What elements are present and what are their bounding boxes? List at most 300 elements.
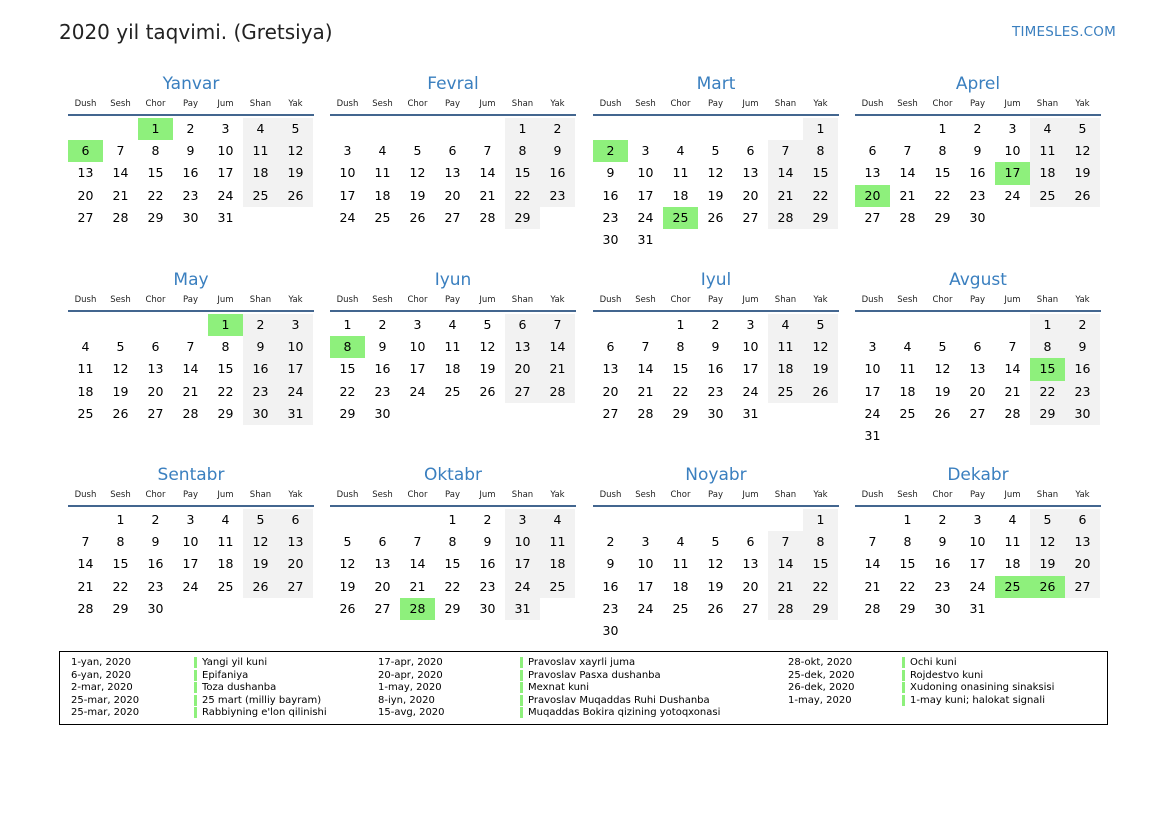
weekday-label: Dush (861, 99, 884, 109)
day-cell: 14 (182, 361, 199, 377)
day-cell: 11 (1004, 534, 1021, 550)
weekday-header (593, 488, 839, 507)
day-cell: 28 (77, 600, 94, 616)
legend-holiday-name: Pravoslav xayrli juma (520, 657, 635, 668)
month-name: Noyabr (685, 465, 747, 485)
day-cell: 15 (803, 553, 838, 575)
weekday-label: Chor (145, 490, 166, 500)
day-cell: 13 (278, 531, 313, 553)
day-cell: 21 (112, 187, 129, 203)
month-name: Aprel (955, 74, 1001, 94)
day-grid (68, 314, 314, 425)
day-cell: 29 (147, 209, 164, 225)
day-cell: 31 (969, 600, 986, 616)
day-cell: 29 (899, 600, 916, 616)
day-cell: 30 (707, 405, 724, 421)
day-cell: 30 (969, 209, 986, 225)
empty-cell (470, 118, 505, 140)
day-cell: 25 (1030, 185, 1065, 207)
day-cell: 16 (374, 361, 391, 377)
day-cell: 18 (1030, 162, 1065, 184)
day-cell: 12 (934, 361, 951, 377)
weekday-header (855, 293, 1101, 312)
weekday-label: Sesh (897, 295, 918, 305)
month-name: Iyun (434, 270, 472, 290)
empty-cell (663, 118, 698, 140)
day-cell: 7 (81, 534, 90, 550)
day-cell: 19 (1065, 162, 1100, 184)
day-cell: 17 (278, 358, 313, 380)
day-cell: 15 (803, 162, 838, 184)
weekday-label: Yak (813, 99, 828, 109)
weekday-label: Sesh (897, 490, 918, 500)
day-cell: 8 (221, 339, 230, 355)
day-cell: 16 (602, 578, 619, 594)
weekday-label: Jum (742, 490, 759, 500)
empty-cell (68, 314, 103, 336)
day-cell: 16 (243, 358, 278, 380)
day-cell: 9 (243, 336, 278, 358)
day-cell: 10 (409, 339, 426, 355)
day-cell: 25 (444, 383, 461, 399)
day-cell: 13 (147, 361, 164, 377)
day-cell: 19 (339, 578, 356, 594)
day-cell: 9 (973, 143, 982, 159)
day-cell: 3 (746, 317, 755, 332)
day-cell: 18 (540, 553, 575, 575)
weekday-label: Dush (74, 490, 97, 500)
weekday-label: Yak (1075, 295, 1090, 305)
legend-holiday-name: Rabbiyning e'lon qilinishi (194, 707, 327, 718)
day-cell: 18 (243, 162, 278, 184)
day-cell: 1 (1030, 314, 1065, 336)
holiday-legend (59, 651, 1108, 725)
holiday-day-cell: 2 (593, 140, 628, 162)
day-cell: 30 (479, 600, 496, 616)
day-cell: 3 (641, 143, 650, 159)
legend-holiday-name: Yangi yil kuni (194, 657, 267, 668)
day-cell: 17 (217, 165, 234, 181)
holiday-day-cell: 28 (400, 598, 435, 620)
day-cell: 23 (479, 578, 496, 594)
day-cell: 21 (409, 578, 426, 594)
day-cell: 11 (1030, 140, 1065, 162)
legend-date: 25-dek, 2020 (788, 669, 855, 681)
day-cell: 9 (151, 534, 160, 550)
day-cell: 23 (1065, 381, 1100, 403)
weekday-label: Yak (288, 295, 303, 305)
day-cell: 12 (803, 336, 838, 358)
weekday-label: Pay (445, 295, 460, 305)
month-iyun (330, 268, 576, 425)
day-cell: 19 (243, 553, 278, 575)
weekday-header (68, 293, 314, 312)
day-cell: 17 (637, 187, 654, 203)
day-cell: 14 (637, 361, 654, 377)
empty-cell (855, 118, 890, 140)
weekday-label: Shan (511, 490, 534, 500)
day-cell: 20 (77, 187, 94, 203)
empty-cell (698, 118, 733, 140)
weekday-header (593, 293, 839, 312)
empty-cell (435, 118, 470, 140)
day-cell: 13 (374, 556, 391, 572)
day-cell: 11 (672, 556, 689, 572)
weekday-label: Yak (1075, 99, 1090, 109)
legend-holiday-name: Pravoslav Muqaddas Ruhi Dushanba (520, 695, 710, 706)
day-cell: 17 (969, 556, 986, 572)
day-cell: 3 (186, 512, 195, 527)
day-cell: 24 (864, 405, 881, 421)
day-cell: 9 (606, 165, 615, 181)
day-cell: 5 (483, 317, 492, 332)
month-name: Yanvar (162, 74, 220, 94)
empty-cell (365, 509, 400, 531)
day-cell: 20 (374, 578, 391, 594)
day-cell: 18 (1004, 556, 1021, 572)
weekday-header (855, 488, 1101, 507)
empty-cell (138, 314, 173, 336)
day-cell: 15 (672, 361, 689, 377)
empty-cell (593, 509, 628, 531)
day-cell: 4 (676, 534, 685, 550)
month-name: Fevral (427, 74, 479, 94)
day-cell: 3 (278, 314, 313, 336)
day-cell: 22 (112, 578, 129, 594)
day-cell: 30 (182, 209, 199, 225)
empty-cell (593, 118, 628, 140)
day-cell: 3 (1008, 121, 1017, 136)
day-cell: 23 (602, 209, 619, 225)
weekday-label: Dush (74, 99, 97, 109)
legend-holiday-name: 25 mart (milliy bayram) (194, 695, 321, 706)
day-cell: 12 (1030, 531, 1065, 553)
day-cell: 14 (409, 556, 426, 572)
day-cell: 12 (707, 556, 724, 572)
weekday-label: Shan (1036, 490, 1059, 500)
weekday-label: Jum (742, 99, 759, 109)
weekday-header (68, 488, 314, 507)
day-grid (593, 314, 839, 425)
weekday-label: Shan (774, 99, 797, 109)
holiday-day-cell: 6 (68, 140, 103, 162)
day-cell: 29 (803, 598, 838, 620)
weekday-header (68, 97, 314, 116)
day-cell: 4 (676, 143, 685, 159)
day-cell: 8 (1030, 336, 1065, 358)
legend-date: 25-mar, 2020 (71, 694, 140, 706)
day-cell: 6 (746, 143, 755, 159)
holiday-day-cell: 25 (663, 207, 698, 229)
day-cell: 8 (803, 531, 838, 553)
weekday-label: Chor (407, 490, 428, 500)
day-cell: 31 (864, 427, 881, 443)
day-cell: 27 (864, 209, 881, 225)
day-cell: 10 (637, 556, 654, 572)
day-cell: 20 (742, 578, 759, 594)
day-cell: 20 (278, 553, 313, 575)
day-cell: 25 (77, 405, 94, 421)
day-cell: 26 (934, 405, 951, 421)
day-cell: 27 (444, 209, 461, 225)
brand-link[interactable]: TIMESLES.COM (1012, 24, 1116, 40)
day-cell: 15 (217, 361, 234, 377)
month-noyabr (593, 463, 839, 642)
day-grid (855, 118, 1101, 229)
day-cell: 28 (864, 600, 881, 616)
day-cell: 14 (112, 165, 129, 181)
day-grid (855, 314, 1101, 447)
day-cell: 1 (343, 317, 352, 332)
day-cell: 5 (243, 509, 278, 531)
holiday-day-cell: 20 (855, 185, 890, 207)
legend-holiday-name: Pravoslav Pasxa dushanba (520, 670, 661, 681)
weekday-label: Chor (407, 295, 428, 305)
day-cell: 11 (444, 339, 461, 355)
day-cell: 18 (672, 187, 689, 203)
day-cell: 12 (1065, 140, 1100, 162)
empty-cell (330, 118, 365, 140)
day-cell: 2 (711, 317, 720, 332)
day-cell: 14 (77, 556, 94, 572)
legend-date: 15-avg, 2020 (378, 707, 445, 719)
weekday-header (330, 97, 576, 116)
weekday-label: Chor (932, 99, 953, 109)
day-cell: 22 (803, 576, 838, 598)
weekday-label: Dush (336, 295, 359, 305)
month-oktabr (330, 463, 576, 620)
day-cell: 29 (444, 600, 461, 616)
weekday-label: Yak (550, 295, 565, 305)
day-cell: 20 (147, 383, 164, 399)
day-cell: 19 (803, 358, 838, 380)
legend-holiday-name: Ochi kuni (902, 657, 957, 668)
month-name: May (173, 270, 209, 290)
day-cell: 29 (934, 209, 951, 225)
legend-date: 28-okt, 2020 (788, 657, 853, 668)
day-cell: 18 (374, 187, 391, 203)
day-cell: 30 (243, 403, 278, 425)
day-cell: 29 (672, 405, 689, 421)
day-cell: 6 (868, 143, 877, 159)
day-grid (330, 118, 576, 229)
weekday-label: Pay (970, 295, 985, 305)
weekday-label: Pay (708, 490, 723, 500)
day-cell: 23 (147, 578, 164, 594)
day-cell: 2 (186, 121, 195, 136)
day-cell: 31 (217, 209, 234, 225)
weekday-label: Yak (550, 490, 565, 500)
day-cell: 4 (903, 339, 912, 355)
day-cell: 23 (540, 185, 575, 207)
day-cell: 2 (243, 314, 278, 336)
empty-cell (330, 509, 365, 531)
empty-cell (103, 118, 138, 140)
empty-cell (628, 118, 663, 140)
empty-cell (68, 509, 103, 531)
legend-holiday-name: Epifaniya (194, 670, 248, 681)
day-cell: 16 (147, 556, 164, 572)
legend-date: 20-apr, 2020 (378, 669, 443, 681)
day-cell: 17 (637, 578, 654, 594)
day-cell: 26 (112, 405, 129, 421)
day-cell: 9 (606, 556, 615, 572)
day-cell: 11 (672, 165, 689, 181)
day-cell: 17 (409, 361, 426, 377)
weekday-label: Dush (336, 490, 359, 500)
day-cell: 19 (934, 383, 951, 399)
day-cell: 21 (182, 383, 199, 399)
weekday-label: Dush (599, 99, 622, 109)
weekday-label: Shan (511, 295, 534, 305)
weekday-label: Chor (670, 99, 691, 109)
weekday-label: Dush (74, 295, 97, 305)
day-cell: 3 (221, 121, 230, 136)
month-name: Avgust (949, 270, 1007, 290)
day-cell: 18 (217, 556, 234, 572)
day-cell: 6 (278, 509, 313, 531)
day-cell: 13 (864, 165, 881, 181)
weekday-label: Jum (1004, 99, 1021, 109)
day-cell: 21 (899, 187, 916, 203)
day-cell: 24 (182, 578, 199, 594)
day-cell: 9 (711, 339, 720, 355)
weekday-label: Sesh (635, 490, 656, 500)
month-name: Sentabr (157, 465, 225, 485)
month-dekabr (855, 463, 1101, 620)
day-cell: 5 (343, 534, 352, 550)
day-cell: 3 (413, 317, 422, 332)
legend-date: 1-may, 2020 (378, 682, 442, 694)
weekday-label: Pay (183, 490, 198, 500)
day-cell: 25 (374, 209, 391, 225)
day-cell: 4 (540, 509, 575, 531)
day-cell: 19 (278, 162, 313, 184)
month-fevral (330, 72, 576, 229)
day-cell: 22 (934, 187, 951, 203)
holiday-day-cell: 8 (330, 336, 365, 358)
day-cell: 17 (182, 556, 199, 572)
empty-cell (733, 509, 768, 531)
day-cell: 25 (217, 578, 234, 594)
empty-cell (628, 314, 663, 336)
day-cell: 7 (483, 143, 492, 159)
weekday-label: Sesh (372, 295, 393, 305)
day-cell: 4 (768, 314, 803, 336)
weekday-label: Pay (970, 99, 985, 109)
weekday-label: Shan (511, 99, 534, 109)
day-cell: 6 (505, 314, 540, 336)
day-cell: 12 (409, 165, 426, 181)
weekday-label: Shan (249, 295, 272, 305)
day-cell: 23 (707, 383, 724, 399)
empty-cell (733, 118, 768, 140)
day-cell: 18 (77, 383, 94, 399)
day-cell: 10 (182, 534, 199, 550)
day-cell: 27 (602, 405, 619, 421)
day-cell: 23 (602, 600, 619, 616)
day-cell: 11 (374, 165, 391, 181)
weekday-label: Dush (336, 99, 359, 109)
day-cell: 22 (147, 187, 164, 203)
legend-date: 1-may, 2020 (788, 694, 852, 706)
day-cell: 26 (409, 209, 426, 225)
holiday-day-cell: 25 (995, 576, 1030, 598)
month-yanvar (68, 72, 314, 229)
day-cell: 28 (768, 207, 803, 229)
empty-cell (593, 314, 628, 336)
day-cell: 22 (505, 185, 540, 207)
day-cell: 12 (707, 165, 724, 181)
day-cell: 26 (1065, 185, 1100, 207)
empty-cell (768, 509, 803, 531)
day-cell: 18 (768, 358, 803, 380)
day-cell: 21 (77, 578, 94, 594)
day-cell: 2 (378, 317, 387, 332)
day-cell: 8 (151, 143, 160, 159)
day-cell: 30 (602, 231, 619, 247)
day-cell: 19 (409, 187, 426, 203)
day-cell: 4 (81, 339, 90, 355)
weekday-label: Dush (861, 490, 884, 500)
weekday-label: Jum (1004, 295, 1021, 305)
day-cell: 22 (217, 383, 234, 399)
day-cell: 3 (505, 509, 540, 531)
day-cell: 1 (448, 512, 457, 527)
weekday-label: Sesh (635, 295, 656, 305)
day-cell: 26 (339, 600, 356, 616)
day-cell: 6 (606, 339, 615, 355)
day-cell: 17 (742, 361, 759, 377)
legend-holiday-name: 1-may kuni; halokat signali (902, 695, 1045, 706)
day-cell: 13 (77, 165, 94, 181)
day-cell: 21 (540, 358, 575, 380)
day-cell: 14 (768, 162, 803, 184)
empty-cell (768, 118, 803, 140)
legend-holiday-name: Mexnat kuni (520, 682, 589, 693)
day-cell: 7 (868, 534, 877, 550)
day-cell: 5 (938, 339, 947, 355)
day-cell: 1 (505, 118, 540, 140)
day-cell: 10 (637, 165, 654, 181)
weekday-label: Shan (1036, 295, 1059, 305)
day-cell: 19 (707, 578, 724, 594)
day-cell: 16 (934, 556, 951, 572)
day-cell: 19 (707, 187, 724, 203)
day-cell: 29 (1030, 403, 1065, 425)
weekday-label: Jum (217, 99, 234, 109)
day-cell: 31 (742, 405, 759, 421)
weekday-label: Chor (670, 295, 691, 305)
day-cell: 12 (339, 556, 356, 572)
day-cell: 25 (768, 381, 803, 403)
empty-cell (400, 118, 435, 140)
weekday-label: Pay (708, 99, 723, 109)
day-cell: 11 (243, 140, 278, 162)
day-cell: 17 (505, 553, 540, 575)
day-cell: 8 (803, 140, 838, 162)
day-cell: 4 (1008, 512, 1017, 527)
day-cell: 25 (243, 185, 278, 207)
day-cell: 5 (116, 339, 125, 355)
day-cell: 1 (676, 317, 685, 332)
day-cell: 30 (1065, 403, 1100, 425)
day-cell: 6 (448, 143, 457, 159)
day-cell: 11 (768, 336, 803, 358)
holiday-day-cell: 17 (995, 162, 1030, 184)
day-cell: 24 (637, 209, 654, 225)
day-cell: 10 (278, 336, 313, 358)
